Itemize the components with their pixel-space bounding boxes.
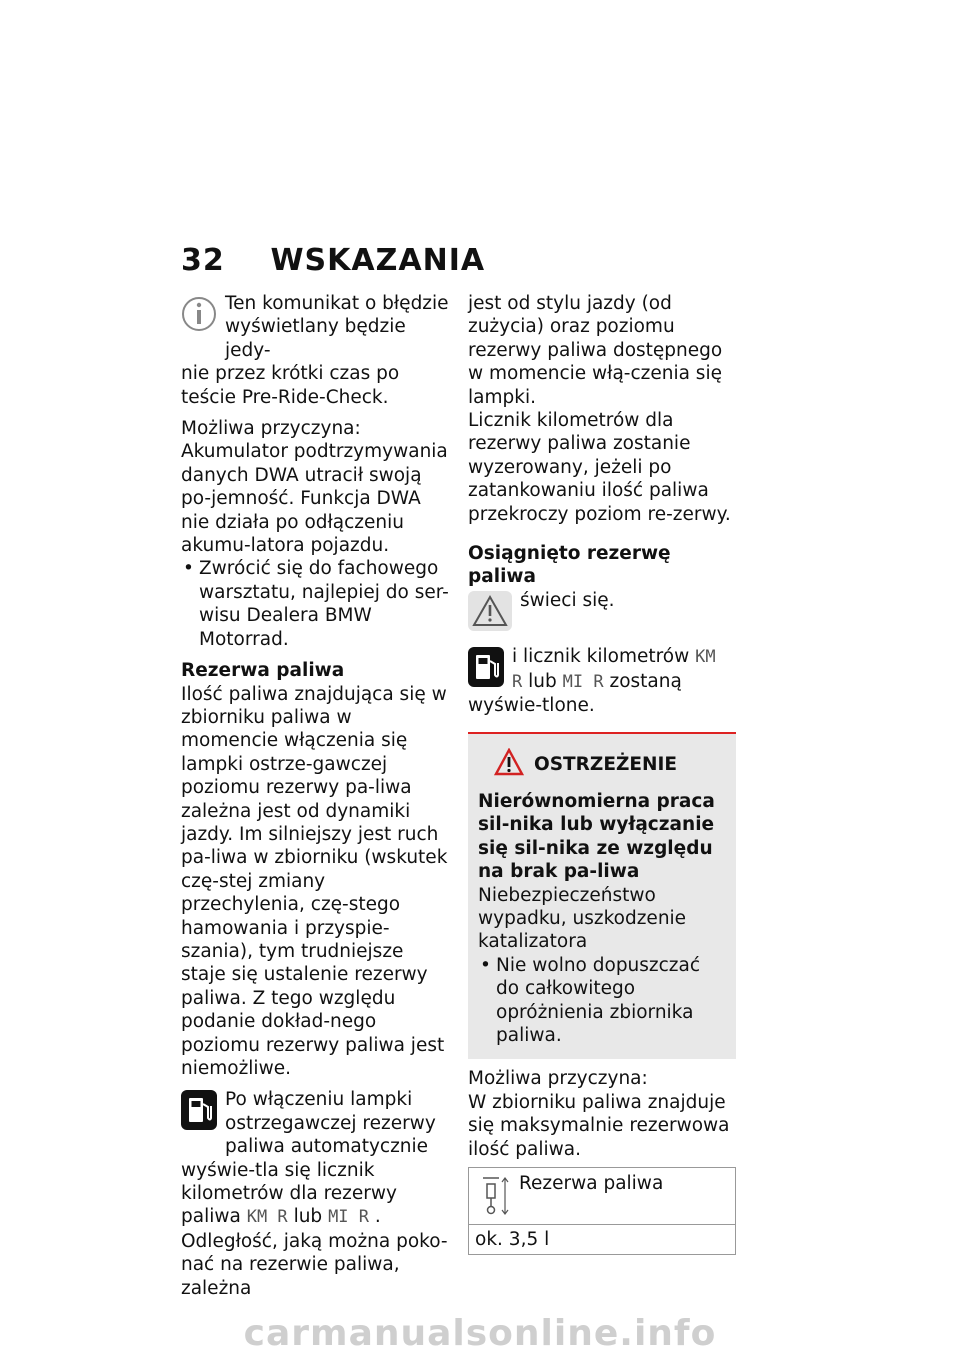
page-number: 32 <box>181 243 225 278</box>
counter-text-b: zostaną wyświe-tlone. <box>468 670 682 717</box>
cause-label: Możliwa przyczyna: <box>468 1068 648 1090</box>
right-column <box>468 292 736 1255</box>
warning-text: Niebezpieczeństwo wypadku, uszkodzenie katalizatora <box>478 884 687 953</box>
cont-text: jest od stylu jazdy (od zużycia) oraz poziomu rezerwy paliwa dostępnego w momencie włą-czenia się lampki. <box>468 293 723 408</box>
cause-label: Możliwa przyczyna: <box>181 418 361 440</box>
lights-text: świeci się. <box>520 589 615 611</box>
info-icon <box>181 294 217 340</box>
fuel-lamp-block <box>181 1088 449 1300</box>
warning-subtitle: Nierównomierna praca sil-nika lub wyłączanie się sil-nika ze względu na brak pa-liwa <box>478 790 715 883</box>
mi-r-display: MI R <box>328 1207 370 1228</box>
left-column <box>181 292 449 1300</box>
cause-text: Akumulator podtrzymywania danych DWA utracił swoją po-jemność. Funkcja DWA nie działa po odłączeniu akumu-latora pojazdu. <box>181 441 448 557</box>
warning-title <box>494 748 726 782</box>
reached-heading: Osiągnięto rezerwę paliwa <box>468 543 671 588</box>
warning-box <box>468 732 736 1060</box>
spec-header-row <box>469 1168 735 1225</box>
mi-r-display: MI R <box>562 671 604 692</box>
spec-value: ok. 3,5 l <box>475 1229 550 1250</box>
page-header <box>181 243 485 278</box>
reserve-heading: Rezerwa paliwa <box>181 660 345 682</box>
info-block <box>181 292 449 409</box>
info-text-1: Ten komunikat o błędzie wyświetlany będzie jedy- <box>225 293 449 361</box>
reserve-text: Ilość paliwa znajdująca się w zbiorniku paliwa w momencie włączenia się lampki ostrze-gawczej poziomu rezerwy pa-liwa zależna jest od dynamiki jazdy. Im silniejszy jest ruch pa-liwa w zbiorniku (wskutek czę-stej zmiany przechylenia, czę-stego hamowania i przyspie-szania), tym trudniejsze staje się ustalenie rezerwy paliwa. Z tego względu podanie dokład-nego poziomu rezerwy paliwa jest niemożliwe. <box>181 683 448 1079</box>
reset-text: Licznik kilometrów dla rezerwy paliwa zostanie wyzerowany, jeżeli po zatankowaniu ilość paliwa przekroczy poziom re-zerwy. <box>468 410 731 525</box>
fuel-pump-icon <box>468 647 504 693</box>
warning-title-text: OSTRZEŻENIE <box>534 754 678 775</box>
spec-table <box>468 1167 736 1255</box>
list-item: • Nie wolno dopuszczać do całkowitego opróżnienia zbiornika paliwa. <box>478 954 726 1048</box>
section-title: WSKAZANIA <box>270 243 486 278</box>
reserve-warning-lamp <box>468 589 736 637</box>
counter-text-a: i licznik kilometrów <box>512 646 690 668</box>
fuel-pump-icon <box>181 1090 217 1136</box>
km-r-display: KM R <box>512 647 716 692</box>
or-text: lub <box>528 670 557 692</box>
fuel-text-b: . Odległość, jaką można poko-nać na rezerwie paliwa, zależna <box>181 1206 448 1299</box>
list-item: • Zwrócić się do fachowego warsztatu, najlepiej do ser-wisu Dealera BMW Motorrad. <box>181 557 449 651</box>
fuel-text-a: Po włączeniu lampki ostrzegawczej rezerwy paliwa automatycznie wyświe-tla się licznik kilometrów dla rezerwy paliwa <box>181 1089 436 1228</box>
warning-triangle-icon <box>494 748 524 782</box>
warning-triangle-icon <box>468 591 512 637</box>
spec-label: Rezerwa paliwa <box>519 1173 664 1194</box>
reserve-counter-block <box>468 645 736 717</box>
or-text: lub <box>293 1206 323 1228</box>
km-r-display: KM R <box>246 1207 288 1228</box>
fuel-measure-icon <box>481 1174 511 1224</box>
cause-text: W zbiorniku paliwa znajduje się maksymalnie rezerwowa ilość paliwa. <box>468 1091 730 1160</box>
watermark: carmanualsonline.info <box>243 1313 717 1354</box>
info-text-2: nie przez krótki czas po teście Pre-Ride-Check. <box>181 363 400 408</box>
